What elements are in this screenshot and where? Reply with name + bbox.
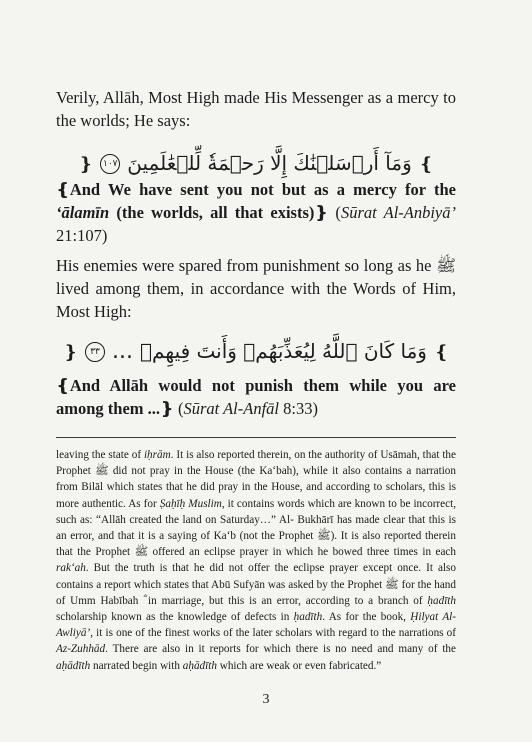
fn-text: in marriage, but this is an error, according to a branch of <box>143 594 428 607</box>
reference-suffix: 8:33) <box>279 399 318 418</box>
page-number: 3 <box>262 692 270 707</box>
fn-term: ḥadīth <box>293 611 323 624</box>
verse-open-bracket: ❵ <box>62 342 79 363</box>
second-paragraph <box>56 254 456 323</box>
honorific-symbol: ﷺ <box>134 546 149 559</box>
honorific-symbol: ﷺ <box>436 256 456 275</box>
fn-term: rak‘ah <box>56 562 86 575</box>
second-paragraph-text <box>56 254 456 323</box>
quran-verse-2 <box>56 336 456 368</box>
fn-text: . It is also reported therein, on the authority of Usāmah, that the Prophet <box>56 449 456 478</box>
fn-term: aḥādīth <box>182 659 217 672</box>
reference-surah: Sūrat Al-Anbiyā’ <box>340 203 457 222</box>
translation-1 <box>56 178 456 247</box>
open-bracket: ❴ <box>56 376 70 395</box>
ayah-number-marker: ١٠٧ <box>100 154 120 174</box>
translation-bold: And Allāh would not punish them while you are among them ... <box>56 376 456 418</box>
honorific-symbol: ﷺ <box>317 530 331 543</box>
fn-text: which are weak or even fabricated.” <box>216 659 382 672</box>
verse-close-bracket: ❴ <box>433 342 450 363</box>
fn-text: offered an eclipse prayer in which he bowed three times in each <box>148 546 456 559</box>
intro-paragraph <box>56 86 456 132</box>
close-bracket: ❵ <box>160 399 174 418</box>
para-text-2: lived among them, in accordance with the Words of Him, Most High: <box>56 279 456 321</box>
fn-term: iḥrām <box>143 449 171 461</box>
translation-bold-2: (the worlds, all that exists) <box>109 203 315 222</box>
arabic-verse-text: وَمَا كَانَ ٱللَّهُ لِيُعَذِّبَهُمۡ وَأَنتَ فِيهِمۡ <box>140 339 427 363</box>
fn-text: ). It is also reported therein that the Prophet <box>56 530 457 559</box>
footnote-text <box>56 447 456 674</box>
fn-text: . As for the book, <box>322 611 411 624</box>
reference-suffix: 21:107) <box>56 226 108 245</box>
reference-surah: Sūrat Al-Anfāl <box>183 399 279 418</box>
fn-text: leaving the state of <box>56 449 144 461</box>
arabic-verse-text: وَمَآ أَرۡسَلۡنَٰكَ إِلَّا رَحۡمَةٗ لِّلۡعَٰلَمِينَ <box>127 151 412 175</box>
reference-prefix: ( <box>173 399 184 418</box>
fn-term: Ḥilyat Al-Awliyā’ <box>56 611 456 640</box>
fn-text: . But the truth is that he did not offer the eclipse prayer except once. It also contains a report which states that Abū Sufyān was asked by the Prophet <box>56 562 456 591</box>
fn-term: Az-Zuhhād <box>56 643 106 656</box>
fn-term: Ṣaḥīḥ Muslim <box>159 497 222 510</box>
translation-term: ‘ālamīn <box>56 203 110 222</box>
translation-2 <box>56 374 456 420</box>
ayah-number-marker: ٣٣ <box>85 342 105 362</box>
honorific-symbol: ﷺ <box>385 578 399 591</box>
fn-text: , it contains words which are known to be incorrect, such as: “Allāh created the land on Saturday…” Al- Bukhārī has made clear that this is an error, and that it is a saying of Ka‘b (not the Prophet <box>56 497 456 543</box>
para-text-1: His enemies were spared from punishment so long as he <box>56 256 437 275</box>
fn-text: for the hand of Umm Habībah <box>56 578 456 607</box>
translation-1-text <box>56 178 456 247</box>
intro-text: Verily, Allāh, Most High made His Messenger as a mercy to the worlds; He says: <box>56 88 456 130</box>
verse-close-bracket: ❴ <box>418 154 434 175</box>
quran-verse-1 <box>56 148 456 180</box>
fn-text: scholarship known as the knowledge of defects in <box>56 611 294 624</box>
translation-2-text <box>56 374 456 420</box>
verse-ellipsis: ... <box>112 339 134 364</box>
reference-prefix: ( <box>328 203 341 222</box>
translation-bold: And We have sent you not but as a mercy for the <box>69 180 456 199</box>
fn-text: narrated begin with <box>90 659 183 672</box>
close-bracket: ❵ <box>314 203 329 222</box>
footnote-divider <box>56 437 456 438</box>
open-bracket: ❴ <box>56 180 70 199</box>
footnote <box>56 447 456 674</box>
honorific-symbol: ﷺ <box>95 465 109 478</box>
fn-term: aḥādīth <box>56 659 91 672</box>
fn-term: ḥadīth <box>427 594 457 607</box>
fn-text: did not pray in the House (the Ka‘bah), while it also contains a narration from Bilāl which states that he did pray in the House, and according to scholars, this is more authentic. As for <box>56 465 456 510</box>
verse-open-bracket: ❵ <box>78 154 94 175</box>
fn-text: . There are also in it reports for which there is no need and many of the <box>105 643 456 656</box>
fn-text: , it is one of the finest works of the later scholars with regard to the narrations of <box>90 627 456 640</box>
